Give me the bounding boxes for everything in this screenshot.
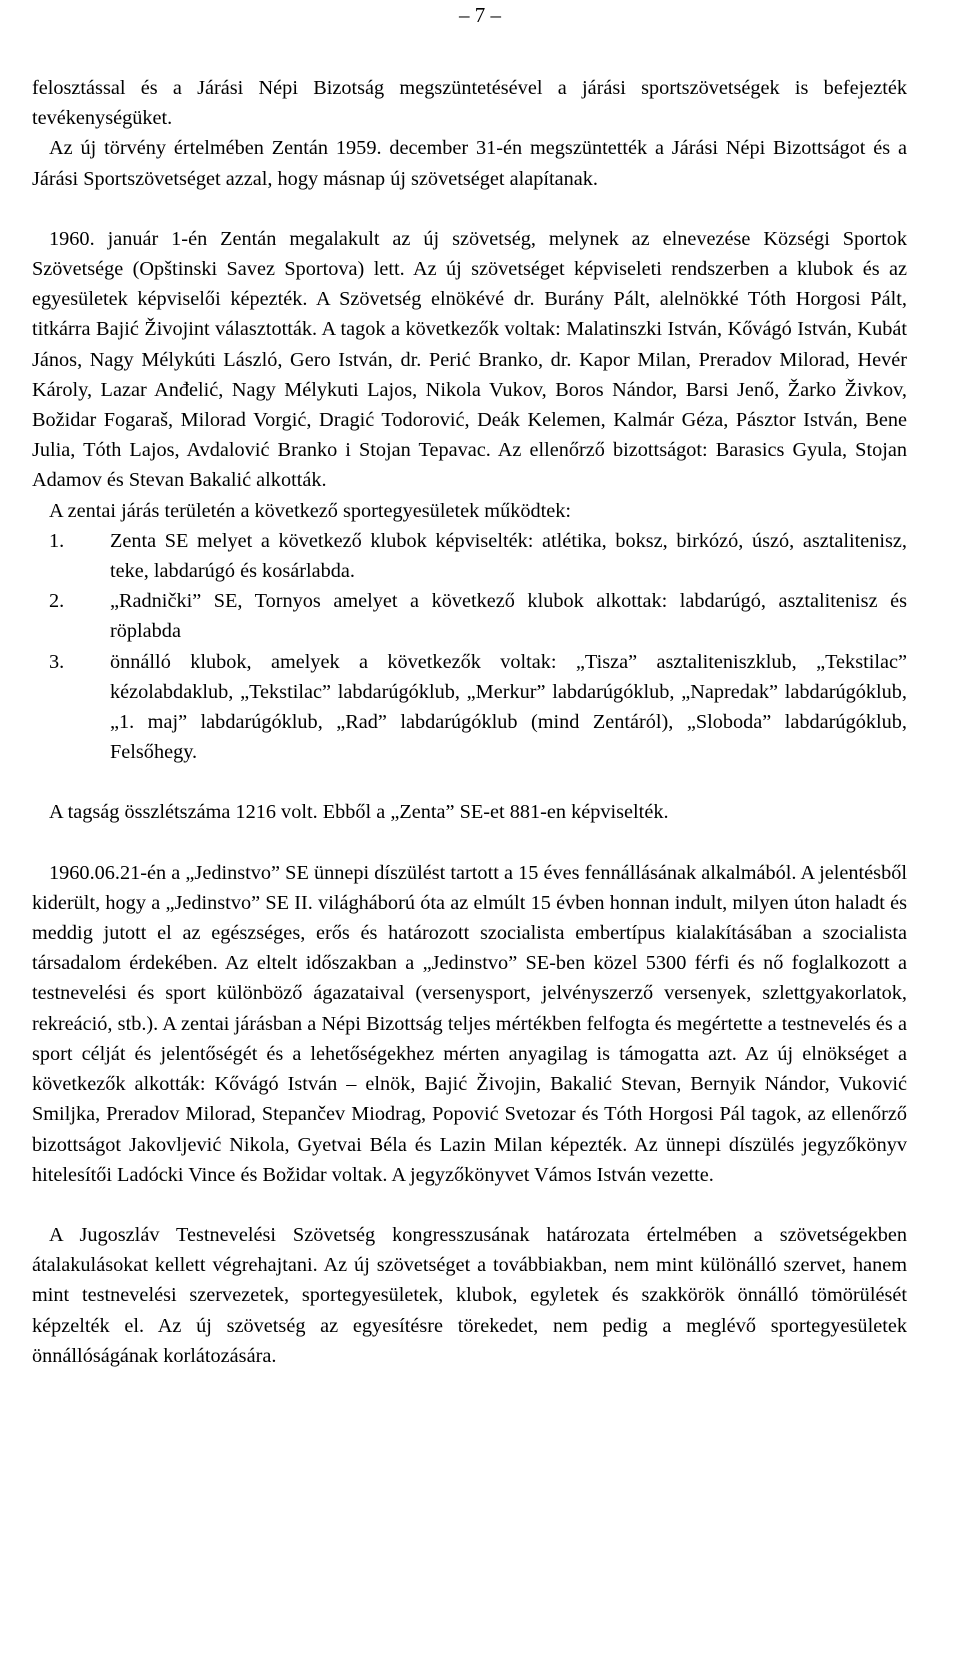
paragraph-jedinstvo: 1960.06.21-én a „Jedinstvo” SE ünnepi díszülést tartott a 15 éves fennállásának alkalmából. A jelentésből kiderült, hogy a „Jedinstvo” SE II. világháború óta az elmúlt 15 évben honnan indult, milyen úton haladt és meddig jutott el az egészséges, erős és határozott szocialista embertípus kialakításában a szocialista társadalom érdekében. Az eltelt időszakban a „Jedinstvo” SE-ben közel 5300 férfi és nő foglalkozott a testnevelési és sport különböző ágazataival (versenysport, jelvényszerző versenyek, szlettgyakorlatok, rekreáció, stb.). A zentai járásban a Népi Bizottság teljes mértékben felfogta és megértette a testnevelés és a sport célját és jelentőségét és a lehetőségekhez mérten anyagilag is támogatta azt. Az új elnökséget a következők alkották: Kővágó István – elnök, Bajić Živojin, Bakalić Stevan, Bernyik Nándor, Vuković Smiljka, Preradov Milorad, Stepančev Miodrag, Popović Svetozar és Tóth Horgosi Pál tagok, az ellenőrző bizottságot Jakovljević Nikola, Gyetvai Béla és Lazin Milan képezték. Az ünnepi díszülés jegyzőkönyv hitelesítői Ladócki Vince és Božidar voltak. A jegyzőkönyvet Vámos István vezette. [32, 861, 907, 1186]
list-text: „Radnički” SE, Tornyos amelyet a következő klubok alkottak: labdarúgó, asztalitenisz és röplabda [110, 590, 907, 643]
list-item [32, 586, 907, 646]
list-text: önnálló klubok, amelyek a következők voltak: „Tisza” asztaliteniszklub, „Tekstilac” kézolabdaklub, „Tekstilac” labdarúgóklub, „Merkur” labdarúgóklub, „Napredak” labdarúgóklub, „1. maj” labdarúgóklub, „Rad” labdarúgóklub (mind Zentáról), „Sloboda” labdarúgóklub, Felsőhegy. [110, 650, 907, 764]
list-text: Zenta SE melyet a következő klubok képviselték: atlétika, boksz, birkózó, úszó, asztalitenisz, teke, labdarúgó és kosárlabda. [110, 529, 907, 583]
paragraph-gap [32, 1190, 907, 1220]
page-number: – 7 – [459, 3, 501, 27]
paragraph-gap [32, 767, 907, 797]
paragraph-gap [32, 194, 907, 224]
paragraph-1960-federation: 1960. január 1-én Zentán megalakult az új szövetség, melynek az elnevezése Községi Sportok Szövetsége (Opštinski Savez Sportova) lett. Az új szövetséget képviseleti rendszerben a klubok és az egyesületek képviselői képezték. A Szövetség elnökévé dr. Burány Pált, alelnökké Tóth Horgosi Pált, titkárra Bajić Živojint választották. A tagok a következők voltak: Malatinszki István, Kővágó István, Kubát János, Nagy Mélykúti László, Gero István, dr. Perić Branko, dr. Kapor Milan, Preradov Milorad, Hevér Károly, Lazar Anđelić, Nagy Mélykuti Lajos, Nikola Vukov, Boros Nándor, Barsi Jenő, Žarko Živkov, Božidar Fogaraš, Milorad Vorgić, Dragić Todorović, Deák Kelemen, Kalmár Géza, Pásztor István, Bene Julia, Tóth Lajos, Avdalović Branko i Stojan Tepavac. Az ellenőrző bizottságot: Barasics Gyula, Stojan Adamov és Stevan Bakalić alkották. [32, 227, 907, 492]
document-body [32, 73, 907, 1371]
list-number: 1. [49, 529, 65, 552]
paragraph-new-law: Az új törvény értelmében Zentán 1959. december 31-én megszüntették a Járási Népi Bizottságot és a Járási Sportszövetséget azzal, hogy másnap új szövetséget alapítanak. [32, 137, 907, 190]
list-number: 3. [49, 650, 65, 673]
list-number: 2. [49, 590, 65, 613]
list-intro: A zentai járás területén a következő sportegyesületek működtek: [49, 499, 572, 522]
paragraph-membership: A tagság összlétszáma 1216 volt. Ebből a „Zenta” SE-et 881-en képviselték. [49, 801, 669, 824]
list-item [32, 526, 907, 586]
paragraph-jugoszlav: A Jugoszláv Testnevelési Szövetség kongresszusának határozata értelmében a szövetségekben átalakulásokat kellett végrehajtani. Az új szövetséget a továbbiakban, nem mint különálló szervet, hanem mint testnevelési szervezetek, sportegyesületek, klubok, egyletek és szakkörök önnálló tömörülését képzelték el. Az új szövetség az egyesítésre törekedet, nem pedig a meglévő sportegyesületek önnállóságának korlátozására. [32, 1223, 907, 1367]
paragraph-gap [32, 828, 907, 858]
list-item [32, 647, 907, 768]
paragraph-intro: felosztással és a Járási Népi Bizotság megszüntetésével a járási sportszövetségek is befejezték tevékenységüket. [32, 77, 907, 130]
